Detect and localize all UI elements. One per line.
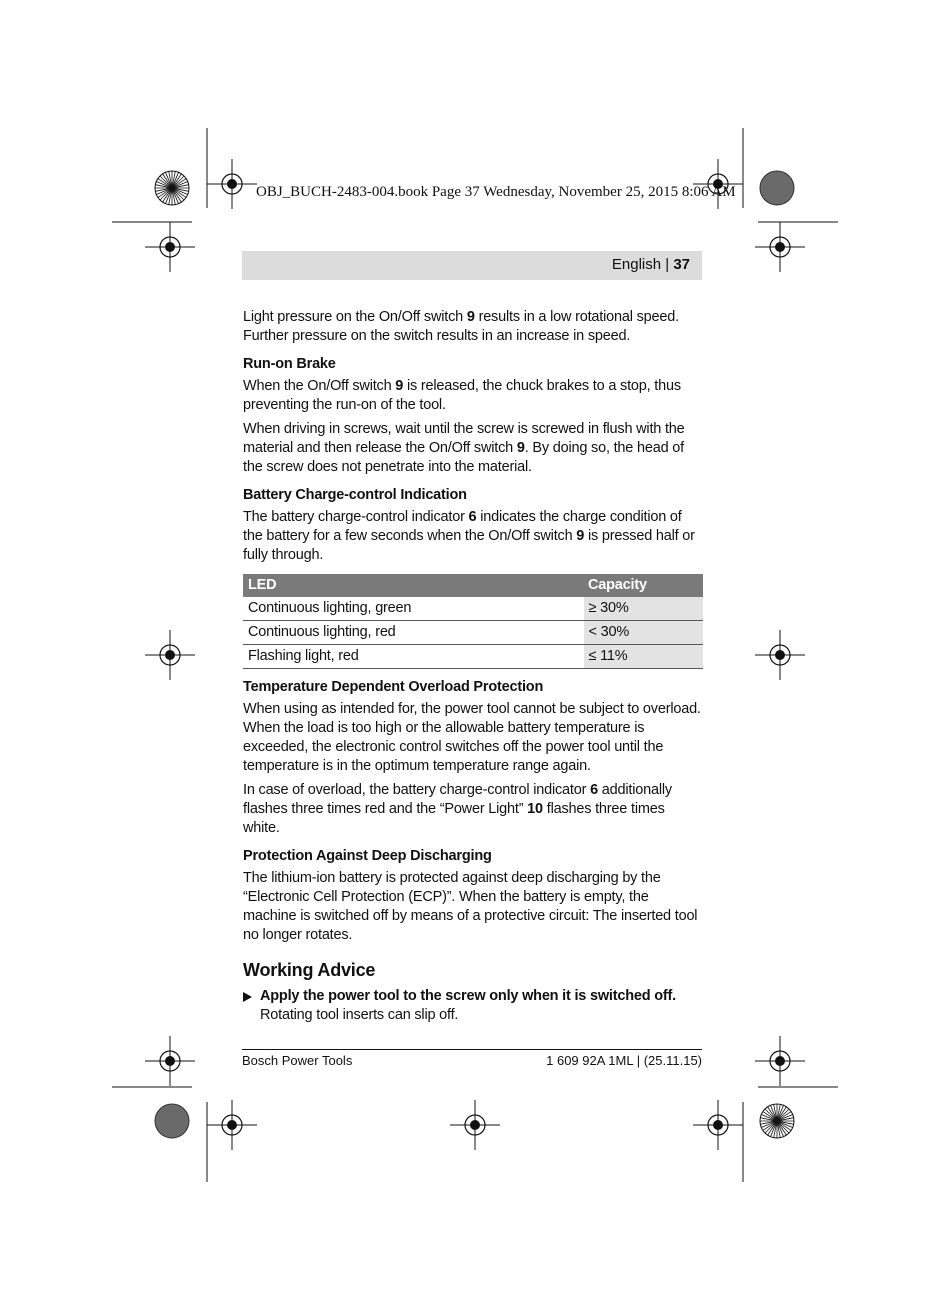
footer-rule <box>242 1049 702 1050</box>
battery-paragraph <box>243 508 702 565</box>
table-row <box>243 621 703 645</box>
led-cell: Continuous lighting, red <box>243 621 583 645</box>
body-text: When driving in screws, wait until the screw is screwed in flush with the material and then release the On/Off switch <box>243 421 685 456</box>
column-header-capacity: Capacity <box>583 574 703 597</box>
deep-discharge-heading: Protection Against Deep Discharging <box>243 848 492 864</box>
intro-text: Light pressure on the On/Off switch <box>243 309 467 325</box>
page-number: 37 <box>673 256 690 273</box>
led-capacity-table <box>243 574 703 669</box>
running-head-language: English <box>611 256 662 273</box>
intro-text: results in a low rotational speed. Further pressure on the switch results in an increase in speed. <box>243 309 679 344</box>
page-content <box>243 308 702 1030</box>
capacity-cell: < 30% <box>583 621 703 645</box>
ref-number: 9 <box>395 378 404 394</box>
footer-publisher: Bosch Power Tools <box>242 1053 353 1068</box>
running-head-text <box>612 256 690 273</box>
body-text: When the On/Off switch <box>243 378 396 394</box>
led-cell: Flashing light, red <box>243 645 583 669</box>
advice-bold-text: Apply the power tool to the screw only when it is switched off. <box>260 988 676 1004</box>
ref-number: 9 <box>466 309 475 325</box>
body-text: flashes three times white. <box>243 801 665 836</box>
body-text: additionally flashes three times red and the “Power Light” <box>243 782 672 817</box>
triangle-bullet-icon <box>243 992 252 1002</box>
body-text: . By doing so, the head of the screw does not penetrate into the material. <box>243 440 684 475</box>
table-header-row <box>243 574 703 597</box>
overload-paragraph <box>243 781 702 838</box>
ref-number: 9 <box>516 440 525 456</box>
body-text: is released, the chuck brakes to a stop, thus preventing the run-on of the tool. <box>243 378 681 413</box>
deep-discharge-paragraph: The lithium-ion battery is protected against deep discharging by the “Electronic Cell Protection (ECP)”. When the battery is empty, the machine is switched off by means of a protective circuit: The inserted tool no longer rotates. <box>243 870 698 943</box>
body-text: indicates the charge condition of the battery for a few seconds when the On/Off switch <box>243 509 682 544</box>
ref-number: 6 <box>590 782 598 798</box>
temperature-paragraph: When using as intended for, the power tool cannot be subject to overload. When the load is too high or the allowable battery temperature is exceeded, the electronic control switches off the power tool until the temperature is in the optimum temperature range again. <box>243 701 701 774</box>
led-cell: Continuous lighting, green <box>243 597 583 621</box>
run-on-brake-heading: Run-on Brake <box>243 356 336 372</box>
capacity-cell: ≥ 30% <box>583 597 703 621</box>
running-head <box>242 251 702 280</box>
temperature-heading: Temperature Dependent Overload Protection <box>243 679 544 695</box>
table-row <box>243 645 703 669</box>
running-head-separator: | <box>661 256 674 273</box>
body-text: In case of overload, the battery charge-control indicator <box>243 782 591 798</box>
working-advice-heading: Working Advice <box>243 960 376 980</box>
table-row <box>243 597 703 621</box>
body-text: is pressed half or fully through. <box>243 528 695 563</box>
advice-bullet <box>243 987 702 1025</box>
intro-paragraph <box>243 308 702 346</box>
ref-number: 6 <box>468 509 477 525</box>
screw-driving-paragraph <box>243 420 702 477</box>
advice-text: Rotating tool inserts can slip off. <box>260 1007 459 1023</box>
footer-doc-number: 1 609 92A 1ML | (25.11.15) <box>546 1053 702 1068</box>
file-slug: OBJ_BUCH-2483-004.book Page 37 Wednesday, November 25, 2015 8:06 AM <box>256 184 736 200</box>
ref-number: 10 <box>527 801 543 817</box>
battery-heading: Battery Charge-control Indication <box>243 487 467 503</box>
capacity-cell: ≤ 11% <box>583 645 703 669</box>
run-on-brake-paragraph <box>243 377 702 415</box>
ref-number: 9 <box>576 528 585 544</box>
body-text: The battery charge-control indicator <box>243 509 469 525</box>
column-header-led: LED <box>243 574 583 597</box>
